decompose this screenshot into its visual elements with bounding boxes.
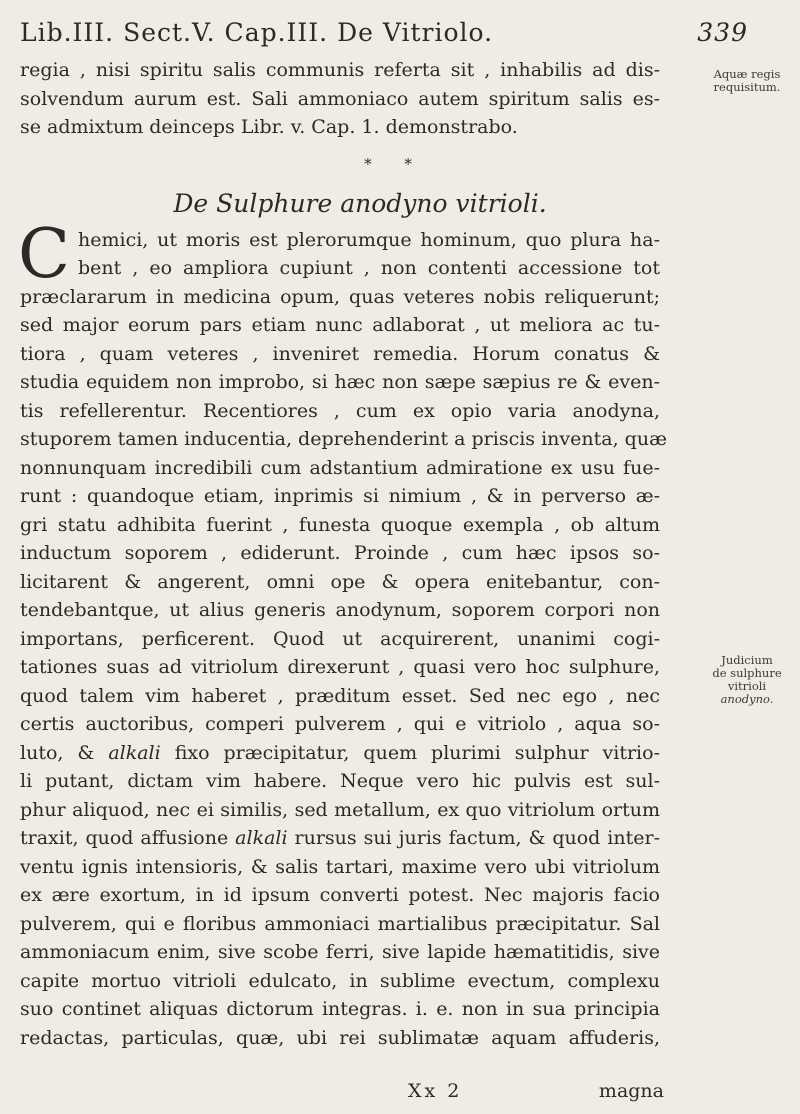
text-line: præclararum in medicina opum, quas veteres nobis reliquerunt;	[20, 285, 660, 308]
text-line: nonnunquam incredibili cum adstantium admiratione ex usu fue-	[20, 456, 660, 479]
margin-note-line: Aquæ regis	[713, 67, 781, 81]
text-span: luto, &	[20, 741, 109, 764]
catchword: magna	[598, 1080, 664, 1102]
text-span: traxit, quod affusione	[20, 827, 236, 849]
text-line: se admixtum deinceps Libr. v. Cap. 1. demonstrabo.	[20, 116, 518, 138]
text-line: ex ære exortum, in id ipsum converti potest. Nec majoris facio	[20, 884, 660, 906]
margin-note-line: vitrioli	[727, 679, 767, 693]
signature-mark: Xx 2	[408, 1080, 463, 1102]
text-line: bent , eo ampliora cupiunt , non contenti accessione tot	[78, 257, 660, 279]
text-line: importans, perficerent. Quod ut acquirerent, unanimi cogi-	[20, 627, 660, 650]
text-span: rursus sui juris factum, & quod inter-	[287, 827, 660, 849]
main-text	[18, 56, 667, 1052]
page-number: 339	[697, 18, 748, 47]
running-header	[20, 14, 760, 54]
running-head: Lib.III. Sect.V. Cap.III. De Vitriolo.	[20, 18, 494, 47]
text-line: studia equidem non improbo, si hæc non sæpe sæpius re & even-	[20, 371, 660, 393]
text-line: quod talem vim haberet , præditum esset. Sed nec ego , nec	[20, 684, 660, 707]
text-line: suo continet aliquas dictorum integras. i. e. non in sua principia	[20, 998, 660, 1020]
text-line: sed major eorum pars etiam nunc adlaborat , ut meliora ac tu-	[20, 314, 660, 336]
margin-note-judicium	[707, 654, 787, 706]
margin-note-line: Judicium	[721, 653, 773, 667]
text-line: ventu ignis intensioris, & salis tartari, maxime vero ubi vitriolum	[20, 855, 660, 878]
paragraph	[18, 214, 667, 1053]
margin-note-line: requisitum.	[713, 80, 781, 94]
text-line: capite mortuo vitrioli edulcato, in sublime evectum, complexu	[20, 969, 660, 992]
text-line: inductum soporem , ediderunt. Proinde , cum hæc ipsos so-	[20, 542, 660, 564]
text-line: solvendum aurum est. Sali ammoniaco autem spiritum salis es-	[20, 87, 660, 110]
text-line: hemici, ut moris est plerorumque hominum, quo plura ha-	[78, 228, 660, 251]
section-ornament: * *	[364, 154, 426, 173]
text-line: stuporem tamen inducentia, deprehenderint a priscis inventa, quæ	[20, 428, 667, 450]
text-line: tiora , quam veteres , inveniret remedia. Horum conatus &	[20, 342, 660, 365]
text-line: licitarent & angerent, omni ope & opera enitebantur, con-	[20, 570, 660, 593]
text-line: gri statu adhibita fuerint , funesta quoque exempla , ob altum	[20, 513, 660, 536]
margin-note-line: anodyno.	[720, 692, 774, 706]
text-line: ammoniacum enim, sive scobe ferri, sive lapide hæmatitidis, sive	[20, 941, 660, 963]
text-line: phur aliquod, nec ei similis, sed metallum, ex quo vitriolum ortum	[20, 798, 660, 821]
text-line: tendebantque, ut alius generis anodynum, soporem corpori non	[20, 599, 660, 621]
text-line: certis auctoribus, comperi pulverem , qui e vitriolo , aqua so-	[20, 713, 660, 735]
text-line-affusione	[20, 824, 660, 853]
text-line-alkali	[20, 739, 660, 768]
text-line: regia , nisi spiritu salis communis referta sit , inhabilis ad dis-	[20, 59, 660, 81]
text-line: tis refellerentur. Recentiores , cum ex opio varia anodyna,	[20, 399, 660, 422]
margin-note-aquae-regis	[707, 68, 787, 94]
page-footer	[20, 1080, 664, 1108]
italic-term: alkali	[235, 827, 288, 849]
italic-term: alkali	[108, 741, 161, 764]
text-line: redactas, particulas, quæ, ubi rei sublimatæ aquam affuderis,	[20, 1026, 660, 1049]
text-span: fixo præcipitatur, quem plurimi sulphur vitrio-	[160, 741, 660, 764]
text-line: pulverem, qui e floribus ammoniaci martialibus præcipitatur. Sal	[20, 912, 660, 935]
margin-note-line: de sulphure	[712, 666, 782, 680]
drop-cap: C	[18, 214, 71, 294]
text-line: li putant, dictam vim habere. Neque vero hic pulvis est sul-	[20, 770, 660, 792]
section-title: De Sulphure anodyno vitrioli.	[173, 188, 547, 218]
text-line: runt : quandoque etiam, inprimis si nimium , & in perverso æ-	[20, 485, 660, 507]
text-line: tationes suas ad vitriolum direxerunt , quasi vero hoc sulphure,	[20, 656, 660, 678]
